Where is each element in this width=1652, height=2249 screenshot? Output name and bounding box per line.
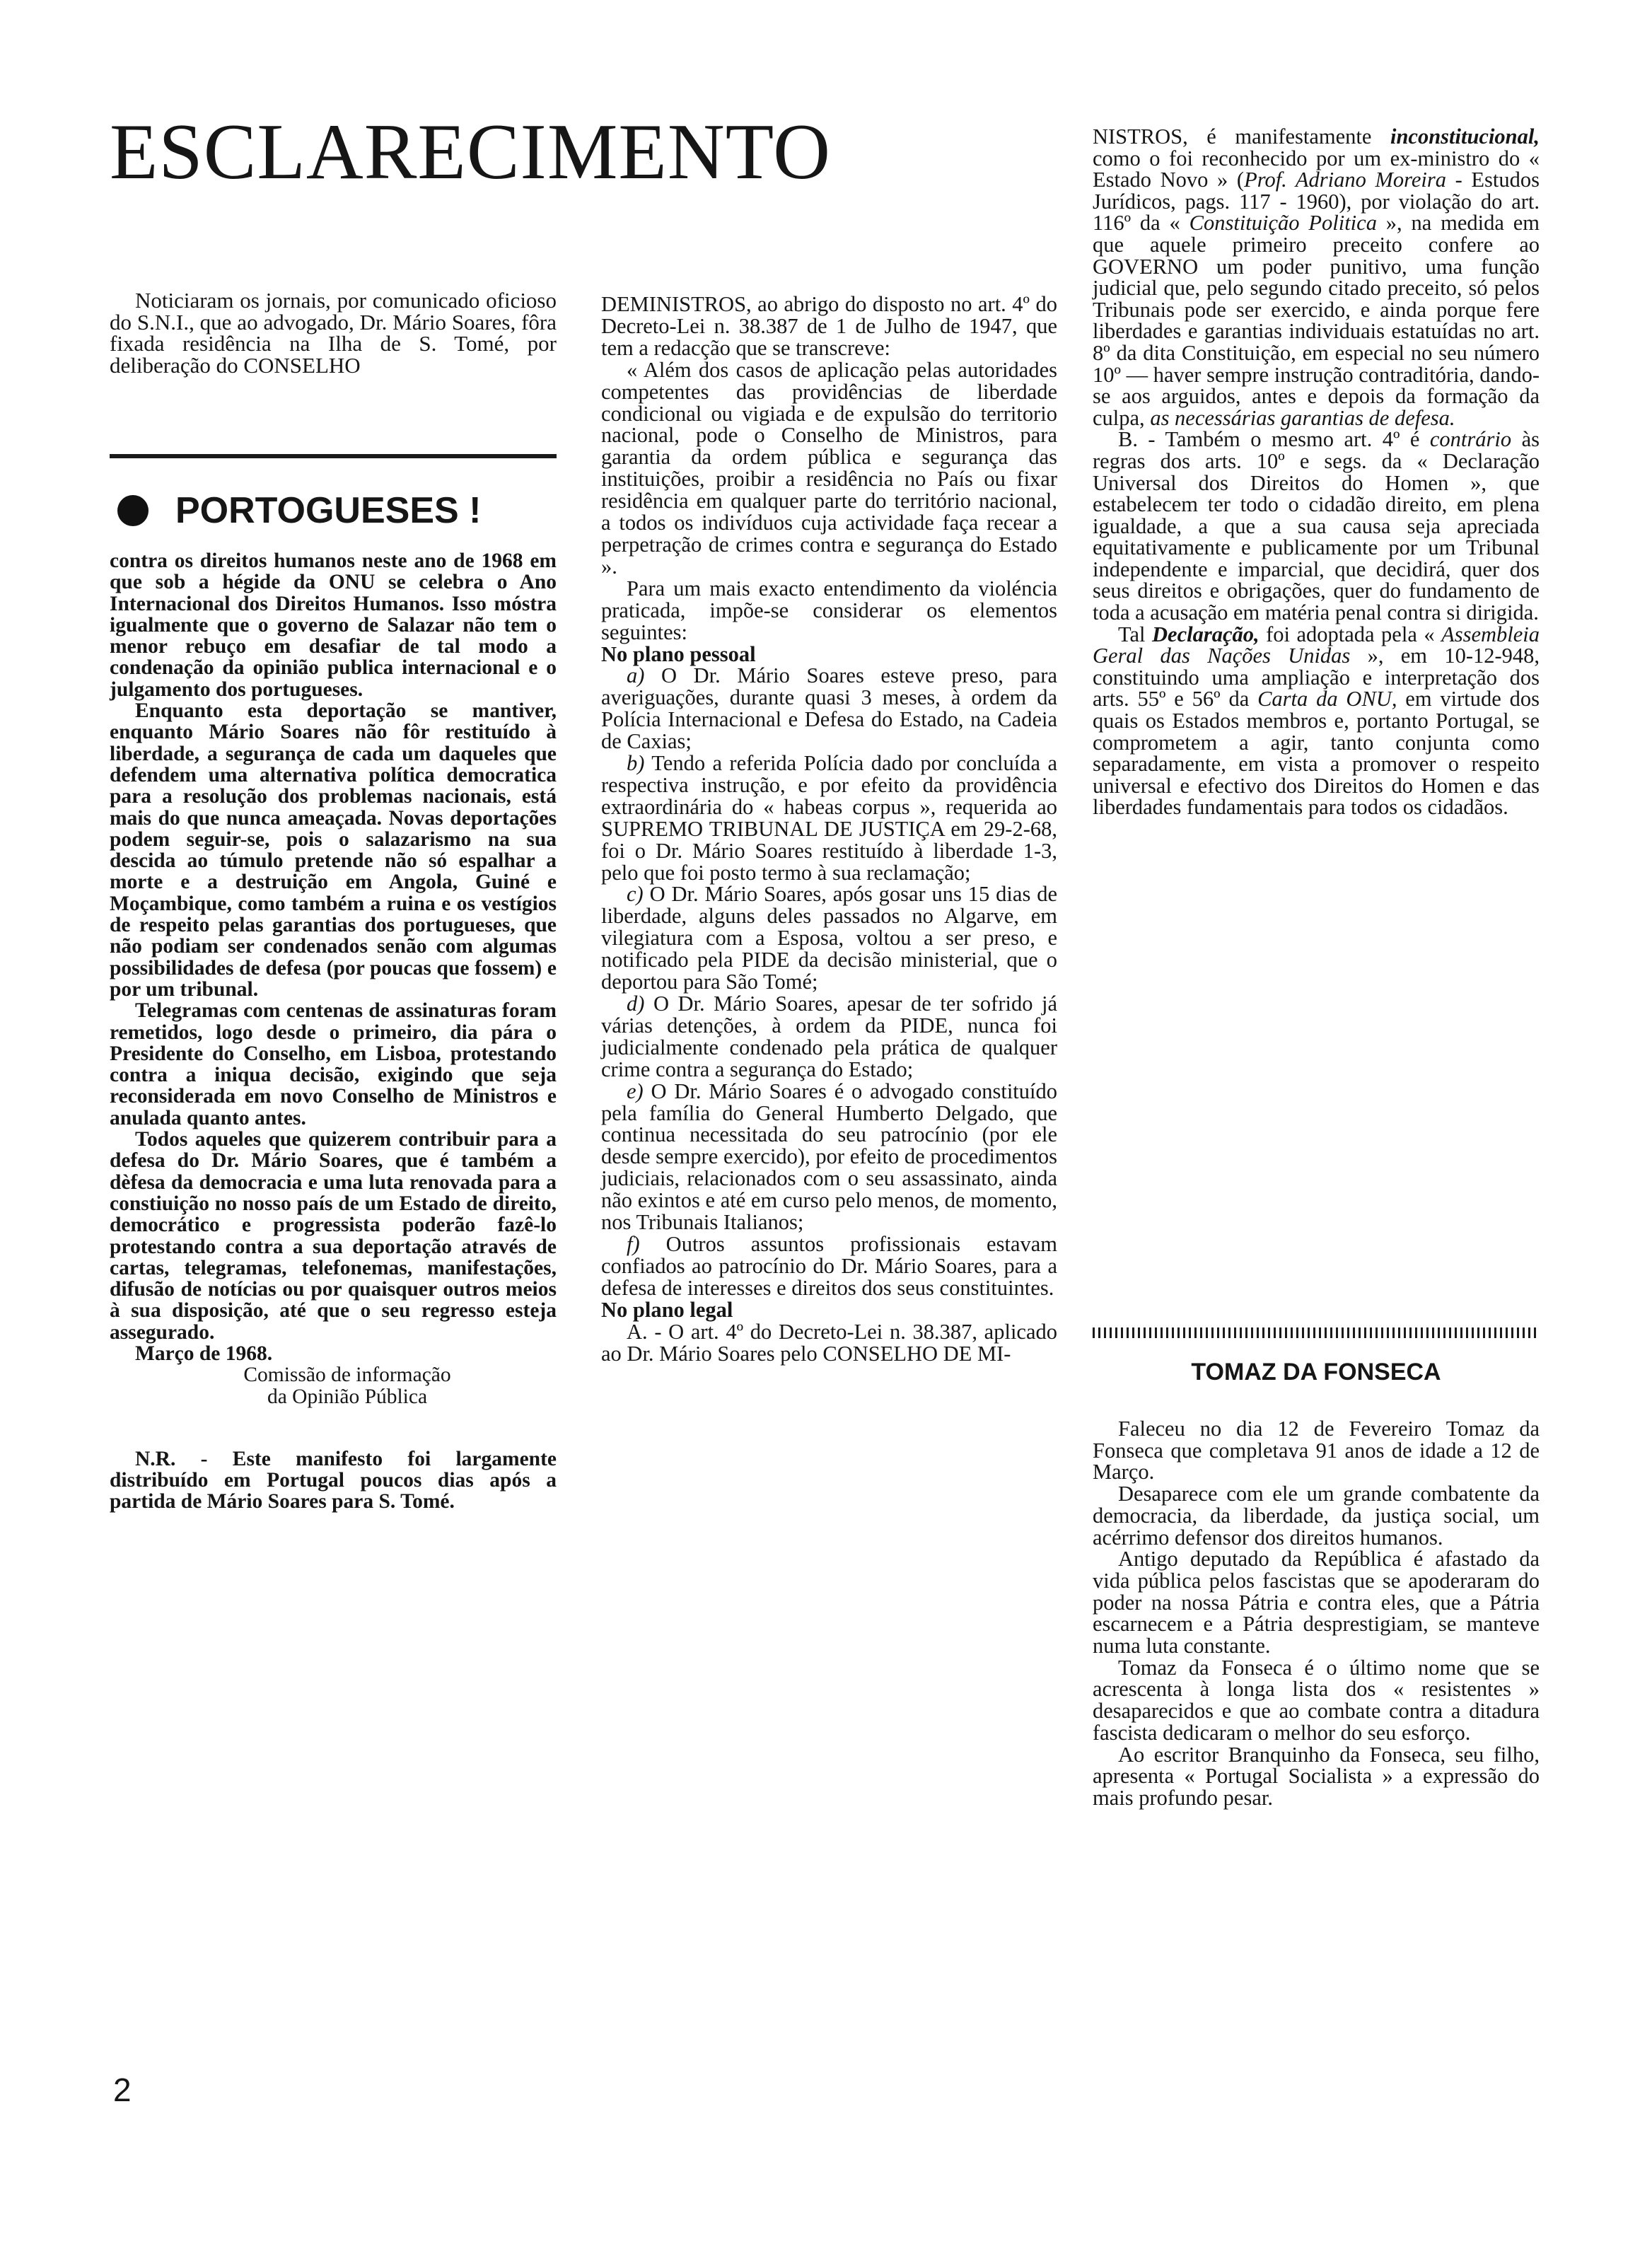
- item-d-label: d): [627, 992, 645, 1016]
- obituary-paragraph-5: Ao escritor Branquinho da Fonseca, seu filho, apresenta « Portugal Socialista » a expressão do mais profundo pesar.: [1093, 1742, 1540, 1810]
- text-run: - Estudos Jurídicos, pags. 117 - 1960), por violação do art. 116º da «: [1093, 168, 1540, 236]
- subheading-plano-pessoal: No plano pessoal: [601, 641, 756, 666]
- article-title: ESCLARECIMENTO: [110, 108, 831, 196]
- signature-line-2: da Opinião Pública: [267, 1385, 428, 1408]
- item-a-label: a): [627, 663, 645, 688]
- text-run: », em 10-12-948, constituindo uma ampliação e interpretação dos arts. 55º e 56º da: [1093, 644, 1540, 711]
- item-b-label: b): [627, 751, 645, 776]
- text-run: Assembleia Geral das Nações Unidas: [1093, 622, 1540, 668]
- text-run: as necessárias garantias de defesa.: [1150, 405, 1455, 430]
- left-paragraph-3: Telegramas com centenas de assinaturas foram remetidos, logo desde o primeiro, dia pára o Presidente do Conselho, em Lisboa, protestando contra a iniqua decisão, exigindo que seja reconsiderada em novo Conselho de Ministros e anulada quanto antes.: [110, 999, 557, 1129]
- item-a-text: O Dr. Mário Soares esteve preso, para averiguações, durante quasi 3 meses, à ordem da Polícia Internacional e Defesa do Estado, na Cadeia de Caxias;: [601, 663, 1057, 754]
- text-run: foi adoptada pela «: [1259, 622, 1442, 646]
- middle-column: [601, 294, 1057, 1364]
- manifesto-date: Março de 1968.: [135, 1342, 273, 1365]
- text-run: B. - Também o mesmo art. 4º é: [1118, 427, 1430, 452]
- item-b: [601, 752, 1057, 883]
- obituary-paragraph-3: Antigo deputado da República é afastado da vida pública pelos fascistas que se apoderaram do poder na nossa Pátria e contra eles, que a Pátria escarnecem e a Pátria desprestigiam, se manteve numa luta constante.: [1093, 1547, 1540, 1658]
- item-e: [601, 1081, 1057, 1233]
- text-run: », na medida em que aquele primeiro preceito confere ao GOVERNO um poder punitivo, uma função judicial que, pelo segundo citado preceito, só pelos Tribunais pode ser exercido, e ainda porque fere liberdades e garantias individuais estatuídas no art. 8º da dita Constituição, em especial no seu número 10º — haver sempre instrução contraditória, dando-se aos arguidos, antes e depois da formação da culpa,: [1093, 211, 1540, 430]
- obituary-paragraph-2: Desaparece com ele um grande combatente da democracia, da liberdade, da justiça social, um acérrimo defensor dos direitos humanos.: [1093, 1482, 1540, 1550]
- editor-note: N.R. - Este manifesto foi largamente distribuído em Portugal poucos dias após a partida de Mário Soares para S. Tomé.: [110, 1447, 557, 1513]
- obituary-title: TOMAZ DA FONSECA: [1191, 1359, 1441, 1385]
- text-run: Carta da ONU,: [1257, 687, 1397, 711]
- hatched-divider: [1093, 1327, 1540, 1338]
- right-paragraph-3: [1093, 624, 1540, 818]
- section-heading: PORTOGUESES !: [175, 490, 482, 531]
- left-paragraph-1: contra os direitos humanos neste ano de 1968 em que sob a hégide da ONU se celebra o Ano Internacional dos Direitos Humanos. Isso móstra igualmente que o governo de Salazar não tem o menor rebuço em desafiar de tal modo a condenação da opinião publica internacional e o julgamento dos portugueses.: [110, 550, 557, 701]
- item-f-label: f): [627, 1231, 640, 1256]
- text-run: Constituição Politica: [1189, 211, 1377, 236]
- text-run: Declaração,: [1152, 622, 1260, 646]
- page-number: 2: [113, 2071, 132, 2108]
- text-run: Tal: [1118, 622, 1153, 646]
- text-run: contrário: [1429, 427, 1512, 452]
- signature-line-1: Comissão de informação: [243, 1364, 451, 1387]
- item-c-text: O Dr. Mário Soares, após gosar uns 15 dias de liberdade, alguns deles passados no Algarve, em vilegiatura com a Esposa, voltou a ser preso, e notificado pela PIDE da decisão ministerial, que o deportou para São Tomé;: [601, 882, 1057, 994]
- text-run: às regras dos arts. 10º e segs. da « Declaração Universal dos Direitos do Homen », que estabelecem ter todo o cidadão direito, em plena igualdade, a que a sua causa seja apreciada equitativamente e publicamente por um Tribunal independente e imparcial, que decidirá, quer dos seus direitos e obrigações, quer do fundamento de toda a acusação em matéria penal contra si dirigida.: [1093, 427, 1540, 625]
- right-column: [1093, 126, 1540, 818]
- text-run: como o foi reconhecido por um ex-ministro do « Estado Novo » (: [1093, 146, 1540, 192]
- item-b-text: Tendo a referida Polícia dado por concluída a respectiva instrução, e por efeito da providência extraordinária do « habeas corpus », requerida ao SUPREMO TRIBUNAL DE JUSTIÇA em 29-2-68, foi o Dr. Mário Soares restituído à liberdade 1-3, pelo que foi posto termo à sua reclamação;: [601, 751, 1057, 885]
- obituary-paragraph-1: Faleceu no dia 12 de Fevereiro Tomaz da Fonseca que completava 91 anos de idade a 12 de Março.: [1093, 1417, 1540, 1484]
- right-paragraph-1: [1093, 126, 1540, 429]
- text-run: Prof. Adriano Moreira: [1244, 168, 1446, 192]
- middle-paragraph-1: DEMINISTROS, ao abrigo do disposto no art. 4º do Decreto-Lei n. 38.387 de 1 de Julho de 1947, que tem a redacção que se transcreve:: [601, 292, 1057, 360]
- middle-paragraph-3: Para um mais exacto entendimento da violéncia praticada, impõe-se considerar os elementos seguintes:: [601, 576, 1057, 644]
- text-run: em virtude dos quais os Estados membros e, portanto Portugal, se comprometem a agir, tanto conjunta como separadamente, em vista a promover o respeito universal e efectivo dos Direitos do Homen e das liberdades fundamentais para todos os cidadãos.: [1093, 687, 1540, 820]
- obituary-column: [1093, 1418, 1540, 1809]
- item-f: [601, 1233, 1057, 1299]
- obituary-paragraph-4: Tomaz da Fonseca é o último nome que se acrescenta à longa lista dos « resistentes » desaparecidos e que ao combate contra a ditadura fascista dedicaram o melhor do seu esforço.: [1093, 1655, 1540, 1745]
- bullet-icon: [117, 495, 149, 526]
- left-column: [110, 550, 557, 1513]
- item-A: A. - O art. 4º do Decreto-Lei n. 38.387, aplicado ao Dr. Mário Soares pelo CONSELHO DE MI-: [601, 1319, 1057, 1366]
- item-c: [601, 883, 1057, 993]
- item-d-text: O Dr. Mário Soares, apesar de ter sofrido já várias detenções, à ordem da PIDE, nunca foi judicialmente condenado pela prática de qualquer crime contra a segurança do Estado;: [601, 992, 1057, 1081]
- subheading-plano-legal: No plano legal: [601, 1297, 733, 1322]
- left-paragraph-2: Enquanto esta deportação se mantiver, enquanto Mário Soares não fôr restituído à liberdade, a segurança de cada um daqueles que defendem uma alternativa política democratica para a resolução dos problemas nacionais, está mais do que nunca ameaçada. Novas deportações podem seguir-se, pois o salazarismo na sua descida ao túmulo pretende não só espalhar a morte e a destruição em Angola, Guiné e Moçambique, como também a ruina e os vestígios de respeito pelas garantias dos portugueses, que não podiam ser condenados senão com algumas possibilidades de defesa (por poucas que fossem) e por um tribunal.: [110, 699, 557, 1001]
- right-paragraph-2: [1093, 429, 1540, 623]
- item-a: [601, 665, 1057, 752]
- item-f-text: Outros assuntos profissionais estavam confiados ao patrocínio do Dr. Mário Soares, para a defesa de interesses e direitos dos seus constituintes.: [601, 1231, 1057, 1300]
- intro-paragraph: [110, 290, 557, 376]
- item-e-text: O Dr. Mário Soares é o advogado constituído pela família do General Humberto Delgado, que continua necessitada do seu patrocínio (por ele desde sempre exercido), por efeito de procedimentos judiciais, relacionados com o seu assassinato, ainda não exintos e até em curso pelo menos, de momento, nos Tribunais Italianos;: [601, 1079, 1057, 1235]
- left-paragraph-4: Todos aqueles que quizerem contribuir para a defesa do Dr. Mário Soares, que é também a dèfesa da democracia e uma luta renovada para a constiuição no nosso país de um Estado de direito, democrático e progressista poderão fazê-lo protestando contra a sua deportação através de cartas, telegramas, telefonemas, manifestações, difusão de notícias ou por quaisquer outros meios à sua disposição, até que o seu regresso esteja assegurado.: [110, 1128, 557, 1344]
- item-e-label: e): [627, 1079, 644, 1103]
- intro-text: Noticiaram os jornais, por comunicado oficioso do S.N.I., que ao advogado, Dr. Mário Soares, fôra fixada residência na Ilha de S. Tomé, por deliberação do CONSELHO: [110, 288, 557, 378]
- item-c-label: c): [627, 882, 644, 907]
- text-run: NISTROS, é manifestamente: [1093, 124, 1390, 149]
- text-run: inconstitucional,: [1390, 124, 1540, 149]
- item-d: [601, 993, 1057, 1081]
- section-divider: [110, 454, 557, 458]
- decree-quote: « Além dos casos de aplicação pelas autoridades competentes das providências de liberdade condicional ou vigiada e de expulsão do territorio nacional, pode o Conselho de Ministros, para garantia da ordem pública e segurança das instituições, proibir a residência no País ou fixar residência em qualquer parte do território nacional, a todos os indivíduos cuja actividade faça recear a perpetração de crimes contra e segurança do Estado ».: [601, 357, 1057, 579]
